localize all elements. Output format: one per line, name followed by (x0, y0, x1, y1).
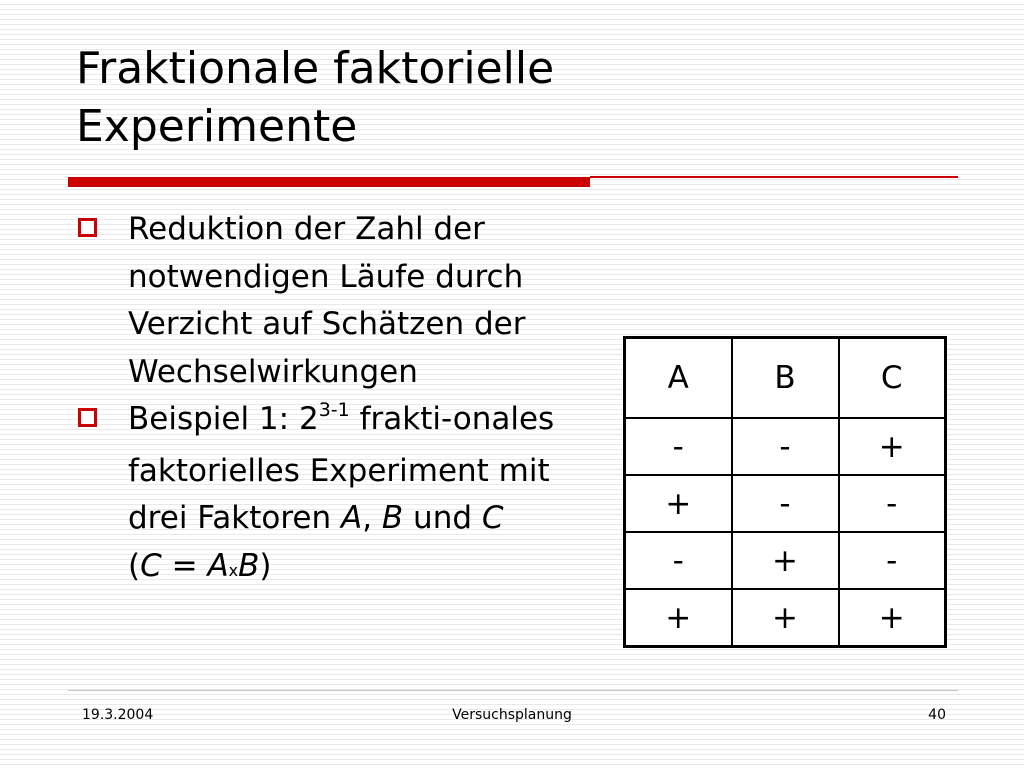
equation-equals: = (161, 547, 208, 584)
factor-c-label: C (481, 500, 504, 536)
table-cell: + (839, 418, 946, 475)
table-cell: + (732, 589, 839, 647)
table-header-row (625, 338, 946, 419)
factor-a-label: A (340, 500, 363, 536)
equation-c: C (140, 547, 162, 584)
title-underline-thin (590, 176, 958, 178)
equation-a: A (207, 547, 229, 584)
factor-separator: , (362, 500, 382, 536)
table-row (625, 418, 946, 475)
equation-paren-close: ) (259, 547, 272, 584)
bullet-example-rest: frakti-onales faktorielles Experiment mit drei Faktoren (128, 401, 555, 536)
table-cell: + (625, 589, 732, 647)
bullet-list (76, 206, 576, 594)
square-bullet-icon (78, 218, 97, 237)
slide-title-line-1: Fraktionale faktorielle (76, 43, 555, 94)
factor-design-table (623, 336, 947, 648)
table-cell: - (732, 418, 839, 475)
footer-title: Versuchsplanung (452, 707, 572, 723)
title-underline-thick (68, 177, 590, 187)
slide-title (76, 40, 936, 156)
footer-date: 19.3.2004 (82, 707, 154, 723)
table-cell: + (625, 475, 732, 532)
slide-title-line-2: Experimente (76, 101, 358, 152)
table-row (625, 532, 946, 589)
table-cell: - (732, 475, 839, 532)
equation-times: x (228, 560, 239, 580)
equation-paren-open: ( (128, 547, 141, 584)
footer-page-number: 40 (928, 707, 946, 723)
bullet-item-example (76, 396, 576, 594)
bullet-example-superscript: 3-1 (318, 399, 350, 421)
table-cell: + (839, 589, 946, 647)
table-header-c: C (839, 338, 946, 419)
table-header-a: A (625, 338, 732, 419)
table-row (625, 589, 946, 647)
table-cell: - (625, 418, 732, 475)
bullet-item-reduction (76, 206, 576, 396)
equation-b: B (238, 547, 260, 584)
square-bullet-icon (78, 408, 97, 427)
table-cell: - (625, 532, 732, 589)
table-cell: + (732, 532, 839, 589)
table-header-b: B (732, 338, 839, 419)
footer-divider (68, 690, 958, 691)
factor-conjunction: und (403, 500, 482, 536)
bullet-example-prefix: Beispiel 1: 2 (128, 401, 319, 437)
bullet-text-reduction: Reduktion der Zahl der notwendigen Läufe durch Verzicht auf Schätzen der Wechselwirkungen (128, 211, 526, 390)
table-cell: - (839, 532, 946, 589)
table-row (625, 475, 946, 532)
table-cell: - (839, 475, 946, 532)
factor-b-label: B (381, 500, 404, 536)
